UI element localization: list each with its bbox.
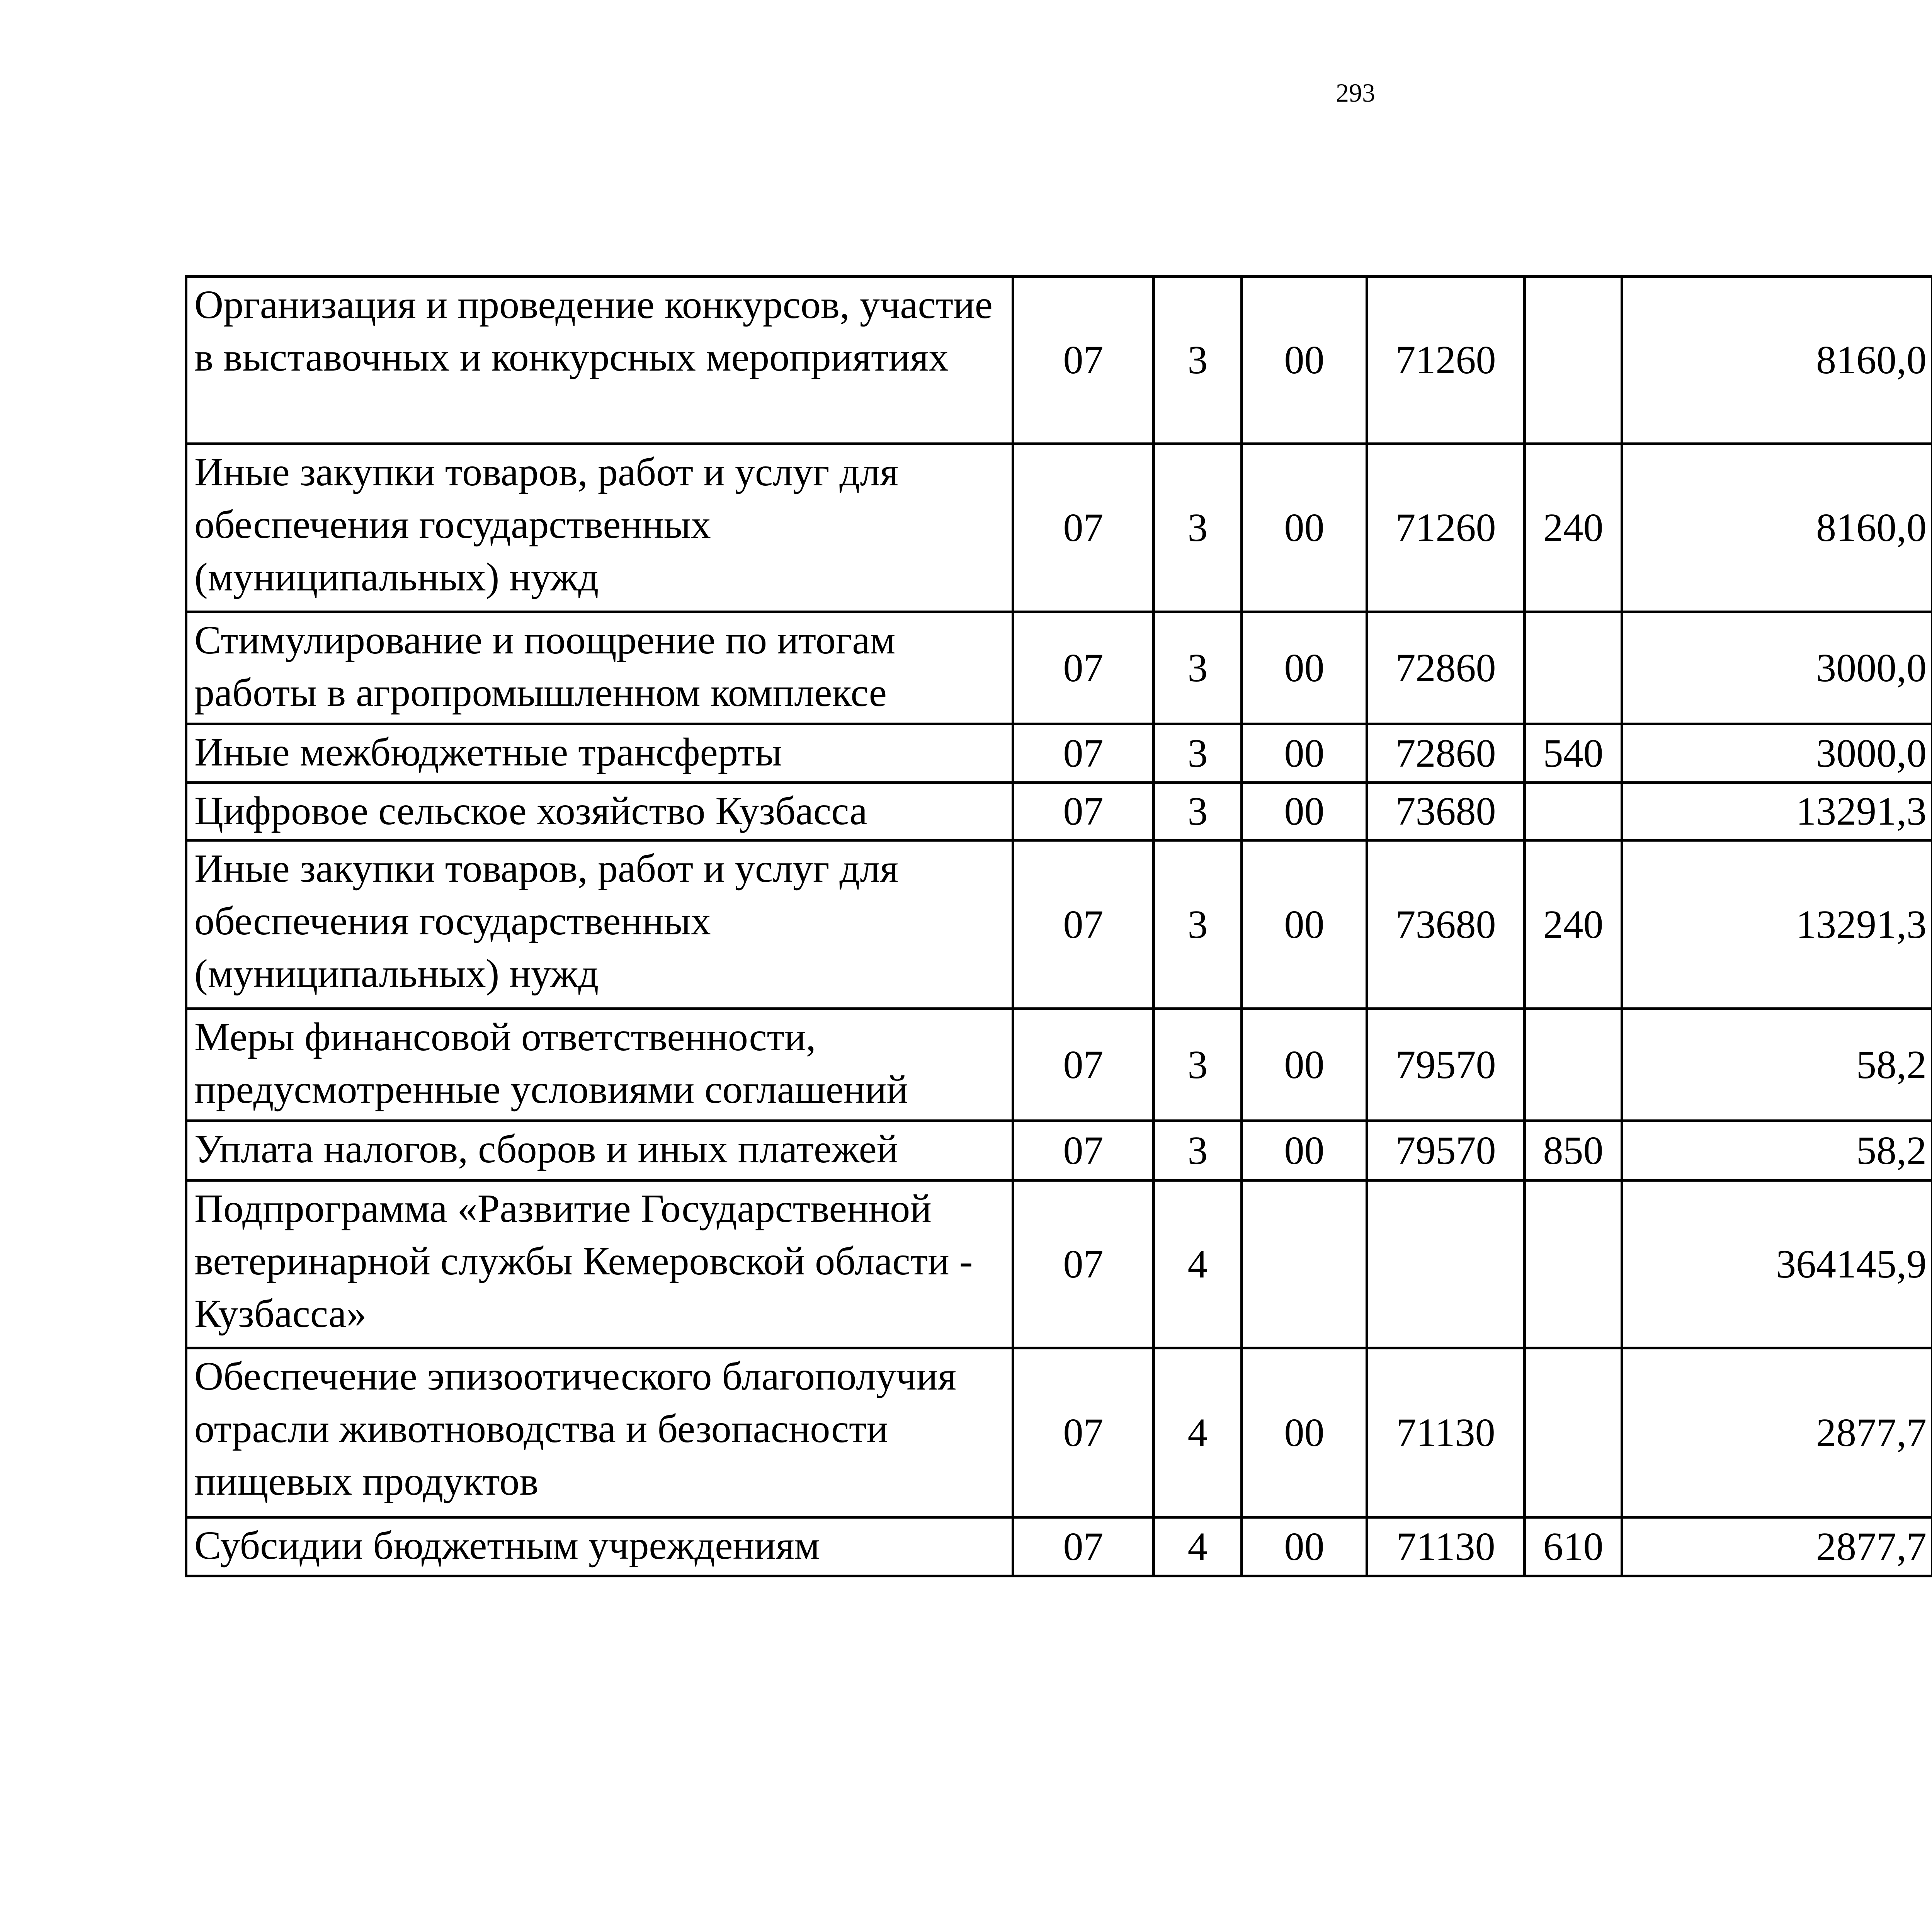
direction-code: 71130 xyxy=(1367,1517,1525,1576)
year1-amount: 3000,0 xyxy=(1622,612,1932,724)
year1-amount: 3000,0 xyxy=(1622,724,1932,783)
direction-code: 73680 xyxy=(1367,783,1525,840)
direction-code: 79570 xyxy=(1367,1009,1525,1121)
section-code: 07 xyxy=(1013,783,1154,840)
direction-code: 79570 xyxy=(1367,1121,1525,1180)
program-code xyxy=(1242,1180,1367,1348)
section-code: 07 xyxy=(1013,1121,1154,1180)
expense-type-code: 540 xyxy=(1525,724,1622,783)
direction-code: 73680 xyxy=(1367,840,1525,1009)
year1-amount: 8160,0 xyxy=(1622,444,1932,612)
year1-amount: 13291,3 xyxy=(1622,783,1932,840)
table-row xyxy=(186,783,1932,840)
section-code: 07 xyxy=(1013,1348,1154,1517)
subsection-code: 4 xyxy=(1154,1517,1242,1576)
row-name: Обеспечение эпизоотического благополучия отрасли животноводства и безопасности пищевых продуктов xyxy=(186,1348,1013,1517)
expense-type-code xyxy=(1525,1180,1622,1348)
section-code: 07 xyxy=(1013,724,1154,783)
budget-table xyxy=(185,275,1932,1577)
year1-amount: 58,2 xyxy=(1622,1009,1932,1121)
direction-code: 71260 xyxy=(1367,277,1525,444)
program-code: 00 xyxy=(1242,277,1367,444)
table-row xyxy=(186,1009,1932,1121)
subsection-code: 4 xyxy=(1154,1180,1242,1348)
expense-type-code xyxy=(1525,612,1622,724)
table-row xyxy=(186,277,1932,444)
expense-type-code: 610 xyxy=(1525,1517,1622,1576)
row-name: Субсидии бюджетным учреждениям xyxy=(186,1517,1013,1576)
subsection-code: 3 xyxy=(1154,783,1242,840)
row-name: Подпрограмма «Развитие Государственной ветеринарной службы Кемеровской области - Кузбасса» xyxy=(186,1180,1013,1348)
section-code: 07 xyxy=(1013,1180,1154,1348)
subsection-code: 3 xyxy=(1154,1009,1242,1121)
expense-type-code: 850 xyxy=(1525,1121,1622,1180)
program-code: 00 xyxy=(1242,840,1367,1009)
direction-code: 71130 xyxy=(1367,1348,1525,1517)
subsection-code: 3 xyxy=(1154,444,1242,612)
subsection-code: 4 xyxy=(1154,1348,1242,1517)
table-row xyxy=(186,1180,1932,1348)
expense-type-code xyxy=(1525,277,1622,444)
year1-amount: 2877,7 xyxy=(1622,1517,1932,1576)
direction-code xyxy=(1367,1180,1525,1348)
subsection-code: 3 xyxy=(1154,724,1242,783)
program-code: 00 xyxy=(1242,724,1367,783)
year1-amount: 58,2 xyxy=(1622,1121,1932,1180)
table-row xyxy=(186,612,1932,724)
row-name: Иные межбюджетные трансферты xyxy=(186,724,1013,783)
table-row xyxy=(186,1121,1932,1180)
table-row xyxy=(186,1348,1932,1517)
direction-code: 71260 xyxy=(1367,444,1525,612)
section-code: 07 xyxy=(1013,612,1154,724)
section-code: 07 xyxy=(1013,840,1154,1009)
expense-type-code xyxy=(1525,1009,1622,1121)
program-code: 00 xyxy=(1242,783,1367,840)
subsection-code: 3 xyxy=(1154,277,1242,444)
expense-type-code xyxy=(1525,783,1622,840)
section-code: 07 xyxy=(1013,277,1154,444)
subsection-code: 3 xyxy=(1154,612,1242,724)
expense-type-code: 240 xyxy=(1525,444,1622,612)
subsection-code: 3 xyxy=(1154,1121,1242,1180)
row-name: Иные закупки товаров, работ и услуг для обеспечения государственных (муниципальных) нужд xyxy=(186,840,1013,1009)
row-name: Стимулирование и поощрение по итогам работы в агропромышленном комплексе xyxy=(186,612,1013,724)
program-code: 00 xyxy=(1242,612,1367,724)
table-row xyxy=(186,840,1932,1009)
program-code: 00 xyxy=(1242,444,1367,612)
section-code: 07 xyxy=(1013,444,1154,612)
year1-amount: 13291,3 xyxy=(1622,840,1932,1009)
expense-type-code: 240 xyxy=(1525,840,1622,1009)
page-number: 293 xyxy=(1336,78,1375,107)
program-code: 00 xyxy=(1242,1348,1367,1517)
year1-amount: 364145,9 xyxy=(1622,1180,1932,1348)
year1-amount: 2877,7 xyxy=(1622,1348,1932,1517)
expense-type-code xyxy=(1525,1348,1622,1517)
table-row xyxy=(186,1517,1932,1576)
row-name: Уплата налогов, сборов и иных платежей xyxy=(186,1121,1013,1180)
row-name: Организация и проведение конкурсов, участие в выставочных и конкурсных мероприятиях xyxy=(186,277,1013,444)
program-code: 00 xyxy=(1242,1009,1367,1121)
row-name: Меры финансовой ответственности, предусмотренные условиями соглашений xyxy=(186,1009,1013,1121)
program-code: 00 xyxy=(1242,1121,1367,1180)
subsection-code: 3 xyxy=(1154,840,1242,1009)
section-code: 07 xyxy=(1013,1517,1154,1576)
section-code: 07 xyxy=(1013,1009,1154,1121)
table-row xyxy=(186,724,1932,783)
program-code: 00 xyxy=(1242,1517,1367,1576)
row-name: Цифровое сельское хозяйство Кузбасса xyxy=(186,783,1013,840)
direction-code: 72860 xyxy=(1367,724,1525,783)
row-name: Иные закупки товаров, работ и услуг для обеспечения государственных (муниципальных) нужд xyxy=(186,444,1013,612)
year1-amount: 8160,0 xyxy=(1622,277,1932,444)
direction-code: 72860 xyxy=(1367,612,1525,724)
table-row xyxy=(186,444,1932,612)
